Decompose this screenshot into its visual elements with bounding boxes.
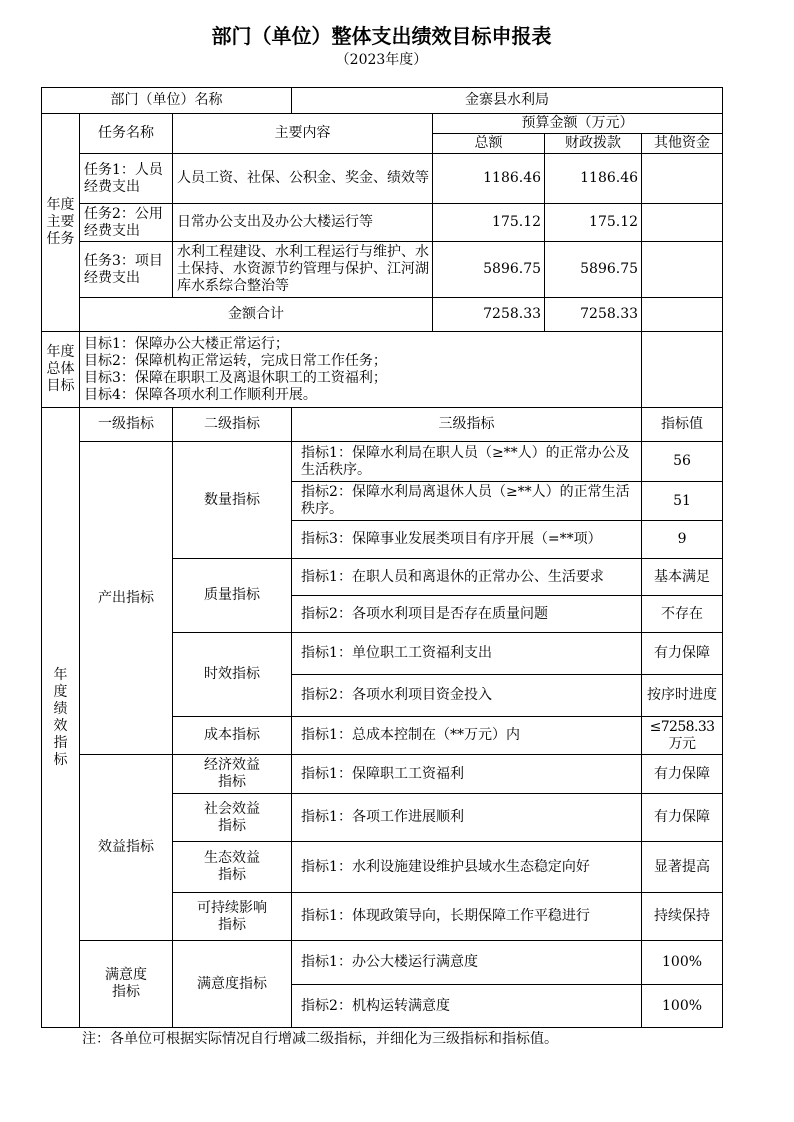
goals-section-text: 年度总体目标 [46, 344, 75, 394]
indicator-value: 显著提高 [642, 842, 723, 893]
budget-header: 预算金额（万元） [433, 114, 723, 134]
social-indicator-text: 社会效益指标 [204, 800, 261, 834]
task-name: 任务1：人员经费支出 [80, 154, 173, 204]
indicator-value: 100% [642, 941, 723, 985]
indicator-row [42, 755, 723, 794]
indicators-section-label [42, 408, 80, 1028]
level2-header: 二级指标 [173, 408, 292, 442]
task-other [642, 154, 723, 204]
task-content: 水利工程建设、水利工程运行与维护、水土保持、水资源节约管理与保护、江河湖库水系综合整治等 [173, 242, 433, 298]
indicator-value: ≤7258.33万元 [642, 717, 723, 755]
task-row [42, 204, 723, 242]
indicator-text: 指标2：机构运转满意度 [292, 985, 642, 1028]
goal-item: 目标2：保障机构正常运转，完成日常工作任务； [84, 352, 387, 369]
quality-indicator-label: 质量指标 [173, 559, 292, 633]
indicator-text: 指标2：各项水利项目是否存在质量问题 [292, 596, 642, 633]
goal-item: 目标4：保障各项水利工作顺利开展。 [84, 386, 317, 403]
ecological-indicator-label [173, 842, 292, 893]
quantity-indicator-label: 数量指标 [173, 442, 292, 559]
ecological-indicator-text: 生态效益指标 [204, 850, 261, 883]
economic-indicator-label [173, 755, 292, 794]
value-header: 指标值 [642, 408, 723, 442]
task-name: 任务2：公用经费支出 [80, 204, 173, 242]
goal-item: 目标3：保障在职职工及离退休职工的工资福利； [84, 369, 387, 386]
task-row [42, 242, 723, 298]
social-indicator-label [173, 794, 292, 842]
tasks-section-label [42, 114, 80, 332]
indicator-text: 指标1：水利设施建设维护县域水生态稳定向好 [292, 842, 642, 893]
task-row [42, 154, 723, 204]
indicator-value: 9 [642, 521, 723, 559]
task-total: 1186.46 [433, 154, 545, 204]
sum-other [642, 298, 723, 332]
level1-header: 一级指标 [80, 408, 173, 442]
sustainable-indicator-text: 可持续影响指标 [197, 899, 268, 933]
indicator-text: 指标1：保障水利局在职人员（≥**人）的正常办公及生活秩序。 [292, 442, 642, 482]
sum-label: 金额合计 [80, 298, 433, 332]
indicator-text: 指标1：体现政策导向，长期保障工作平稳进行 [292, 893, 642, 941]
goals-section-label [42, 332, 80, 408]
indicator-value: 有力保障 [642, 794, 723, 842]
unit-row [42, 88, 723, 114]
task-name-header: 任务名称 [80, 114, 173, 154]
fiscal-header: 财政拨款 [545, 134, 642, 154]
sustainable-indicator-label [173, 893, 292, 941]
total-header: 总额 [433, 134, 545, 154]
indicator-value: 持续保持 [642, 893, 723, 941]
indicators-section-text: 年度绩效指标 [53, 666, 68, 768]
indicator-text: 指标1：办公大楼运行满意度 [292, 941, 642, 985]
task-fiscal: 175.12 [545, 204, 642, 242]
benefit-indicator-label: 效益指标 [80, 755, 173, 941]
form-title: 部门（单位）整体支出绩效目标申报表 [211, 24, 552, 48]
task-header-row [42, 114, 723, 134]
performance-form-table [41, 87, 723, 1028]
task-fiscal: 1186.46 [545, 154, 642, 204]
indicator-text: 指标1：总成本控制在（**万元）内 [292, 717, 642, 755]
other-header: 其他资金 [642, 134, 723, 154]
sum-total: 7258.33 [433, 298, 545, 332]
indicator-text: 指标2：保障水利局离退休人员（≥**人）的正常生活秩序。 [292, 482, 642, 521]
timeliness-indicator-label: 时效指标 [173, 633, 292, 717]
satisfaction-indicator-text: 满意度指标 [105, 967, 147, 1000]
task-total: 175.12 [433, 204, 545, 242]
task-fiscal: 5896.75 [545, 242, 642, 298]
indicator-value: 不存在 [642, 596, 723, 633]
indicator-value: 基本满足 [642, 559, 723, 596]
indicator-text: 指标1：保障职工工资福利 [292, 755, 642, 794]
indicator-text: 指标2：各项水利项目资金投入 [292, 675, 642, 717]
sum-fiscal: 7258.33 [545, 298, 642, 332]
indicator-value: 按序时进度 [642, 675, 723, 717]
indicator-text: 指标1：单位职工工资福利支出 [292, 633, 642, 675]
indicator-text: 指标3：保障事业发展类项目有序开展（=**项） [292, 521, 642, 559]
task-other [642, 204, 723, 242]
satisfaction-sub-indicator-label: 满意度指标 [173, 941, 292, 1028]
task-name: 任务3：项目经费支出 [80, 242, 173, 298]
task-content-header: 主要内容 [173, 114, 433, 154]
sum-row [42, 298, 723, 332]
task-content: 日常办公支出及办公大楼运行等 [173, 204, 433, 242]
task-content: 人员工资、社保、公积金、奖金、绩效等 [173, 154, 433, 204]
unit-value: 金寨县水利局 [292, 88, 723, 114]
indicator-value: 100% [642, 985, 723, 1028]
indicator-value: 56 [642, 442, 723, 482]
indicator-value: 有力保障 [642, 755, 723, 794]
task-other [642, 242, 723, 298]
indicator-value: 51 [642, 482, 723, 521]
indicator-header-row [42, 408, 723, 442]
indicator-text: 指标1：在职人员和离退休的正常办公、生活要求 [292, 559, 642, 596]
task-total: 5896.75 [433, 242, 545, 298]
goal-item: 目标1：保障办公大楼正常运行； [84, 335, 289, 352]
unit-label: 部门（单位）名称 [42, 88, 292, 114]
tasks-section-text: 年度主要任务 [46, 197, 75, 247]
goals-content [80, 332, 642, 408]
satisfaction-indicator-label [80, 941, 173, 1028]
goals-row [42, 332, 723, 408]
indicator-text: 指标1：各项工作进展顺利 [292, 794, 642, 842]
indicator-row [42, 442, 723, 482]
output-indicator-label: 产出指标 [80, 442, 173, 755]
cost-indicator-label: 成本指标 [173, 717, 292, 755]
economic-indicator-text: 经济效益指标 [204, 757, 261, 790]
footnote: 注：各单位可根据实际情况自行增减二级指标，并细化为三级指标和指标值。 [82, 1031, 558, 1047]
indicator-row [42, 941, 723, 985]
form-subtitle: （2023年度） [335, 52, 428, 68]
level3-header: 三级指标 [292, 408, 642, 442]
goals-empty-cell [642, 332, 723, 408]
indicator-value: 有力保障 [642, 633, 723, 675]
